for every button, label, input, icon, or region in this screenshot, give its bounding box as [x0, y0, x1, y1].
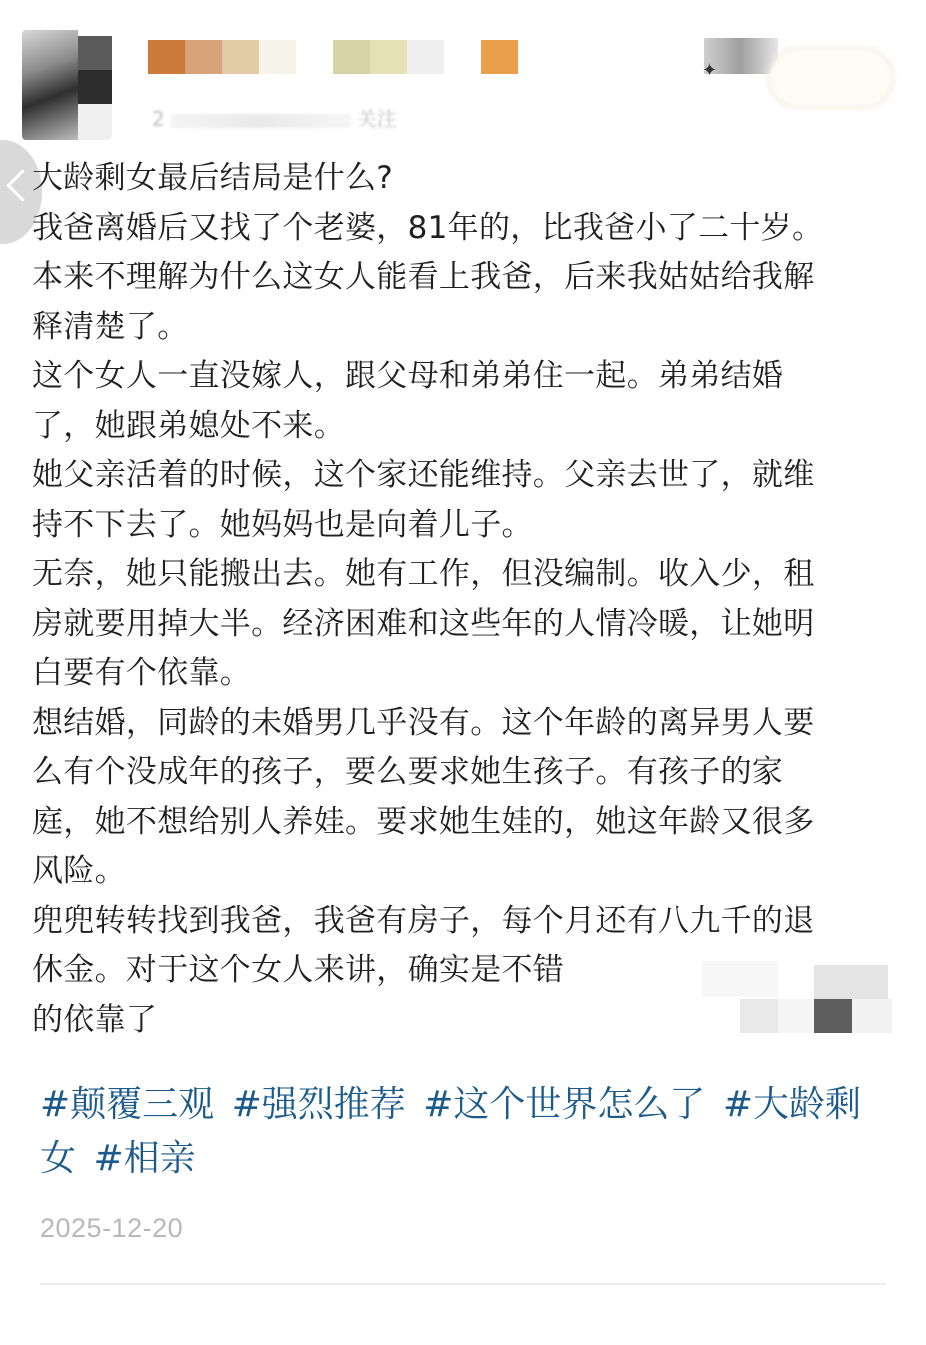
username-mosaic-block [444, 40, 481, 74]
meta-prefix: 2 [152, 107, 165, 131]
meta-follow-text: 关注 [356, 107, 397, 131]
watermark-block [852, 999, 892, 1033]
post-text-line: 兜兜转转找到我爸，我爸有房子，每个月还有八九千的退 [32, 902, 815, 939]
post-text-line: 庭，她不想给别人养娃。要求她生娃的，她这年龄又很多 [32, 803, 815, 840]
watermark-mosaic [700, 955, 895, 1035]
watermark-block [814, 965, 888, 999]
user-avatar[interactable] [22, 30, 112, 140]
post-meta-blurred [152, 103, 397, 132]
hashtag-link[interactable]: #大龄剩女 [40, 1084, 862, 1179]
username-mosaic-block [296, 40, 333, 74]
username-mosaic[interactable] [148, 40, 518, 74]
post-text-line: 了，她跟弟媳处不来。 [32, 407, 345, 444]
username-mosaic-block [370, 40, 407, 74]
post-title: 大龄剩女最后结局是什么? [32, 160, 394, 196]
post-text-line: 持不下去了。她妈妈也是向着儿子。 [32, 506, 533, 543]
watermark-block [702, 961, 778, 997]
divider [40, 1283, 886, 1285]
post-text-line: 我爸离婚后又找了个老婆，81年的，比我爸小了二十岁。 [32, 209, 824, 246]
post-date: 2025-12-20 [40, 1213, 184, 1243]
follow-button-blurred[interactable] [770, 50, 892, 106]
watermark-block [778, 999, 814, 1033]
post-content [32, 154, 894, 1045]
watermark-block [740, 999, 778, 1033]
hashtag-link[interactable]: #颠覆三观 [40, 1084, 215, 1125]
hashtag-list [40, 1078, 890, 1186]
post-text-line: 她父亲活着的时候，这个家还能维持。父亲去世了，就维 [32, 457, 815, 493]
username-mosaic-block [259, 40, 296, 74]
post-text-line: 本来不理解为什么这女人能看上我爸，后来我姑姑给我解 [32, 259, 815, 295]
post-text-line: 风险。 [32, 853, 126, 889]
post-text-line: 么有个没成年的孩子，要么要求她生孩子。有孩子的家 [32, 754, 784, 790]
hashtag-link[interactable]: #这个世界怎么了 [423, 1084, 706, 1125]
post-text-line: 这个女人一直没嫁人，跟父母和弟弟住一起。弟弟结婚 [32, 358, 784, 394]
watermark-block [814, 999, 852, 1033]
avatar-mosaic-block [78, 36, 112, 70]
post-text-line: 无奈，她只能搬出去。她有工作，但没编制。收入少，租 [32, 556, 815, 592]
post-text-line: 房就要用掉大半。经济困难和这些年的人情冷暖，让她明 [32, 605, 815, 642]
avatar-mosaic-block [78, 104, 112, 140]
post-text-line: 释清楚了。 [32, 308, 189, 345]
hashtag-link[interactable]: #强烈推荐 [231, 1084, 406, 1125]
post-text-line: 休金。对于这个女人来讲，确实是不错 [32, 952, 565, 988]
post-text-line: 的依靠了 [32, 1001, 158, 1038]
post-text-line: 白要有个依靠。 [32, 655, 252, 691]
post-text-line: 想结婚，同龄的未婚男几乎没有。这个年龄的离异男人要 [32, 704, 815, 741]
username-mosaic-block [333, 40, 370, 74]
username-mosaic-block [407, 40, 444, 74]
username-mosaic-block [148, 40, 185, 74]
username-mosaic-block [185, 40, 222, 74]
meta-mosaic [171, 114, 351, 128]
sparkle-icon: ✦ [702, 60, 718, 81]
username-mosaic-block [222, 40, 259, 74]
avatar-mosaic-block [78, 70, 112, 104]
username-mosaic-block [481, 40, 518, 74]
avatar-photo [22, 30, 78, 140]
hashtag-link[interactable]: #相亲 [93, 1138, 196, 1179]
